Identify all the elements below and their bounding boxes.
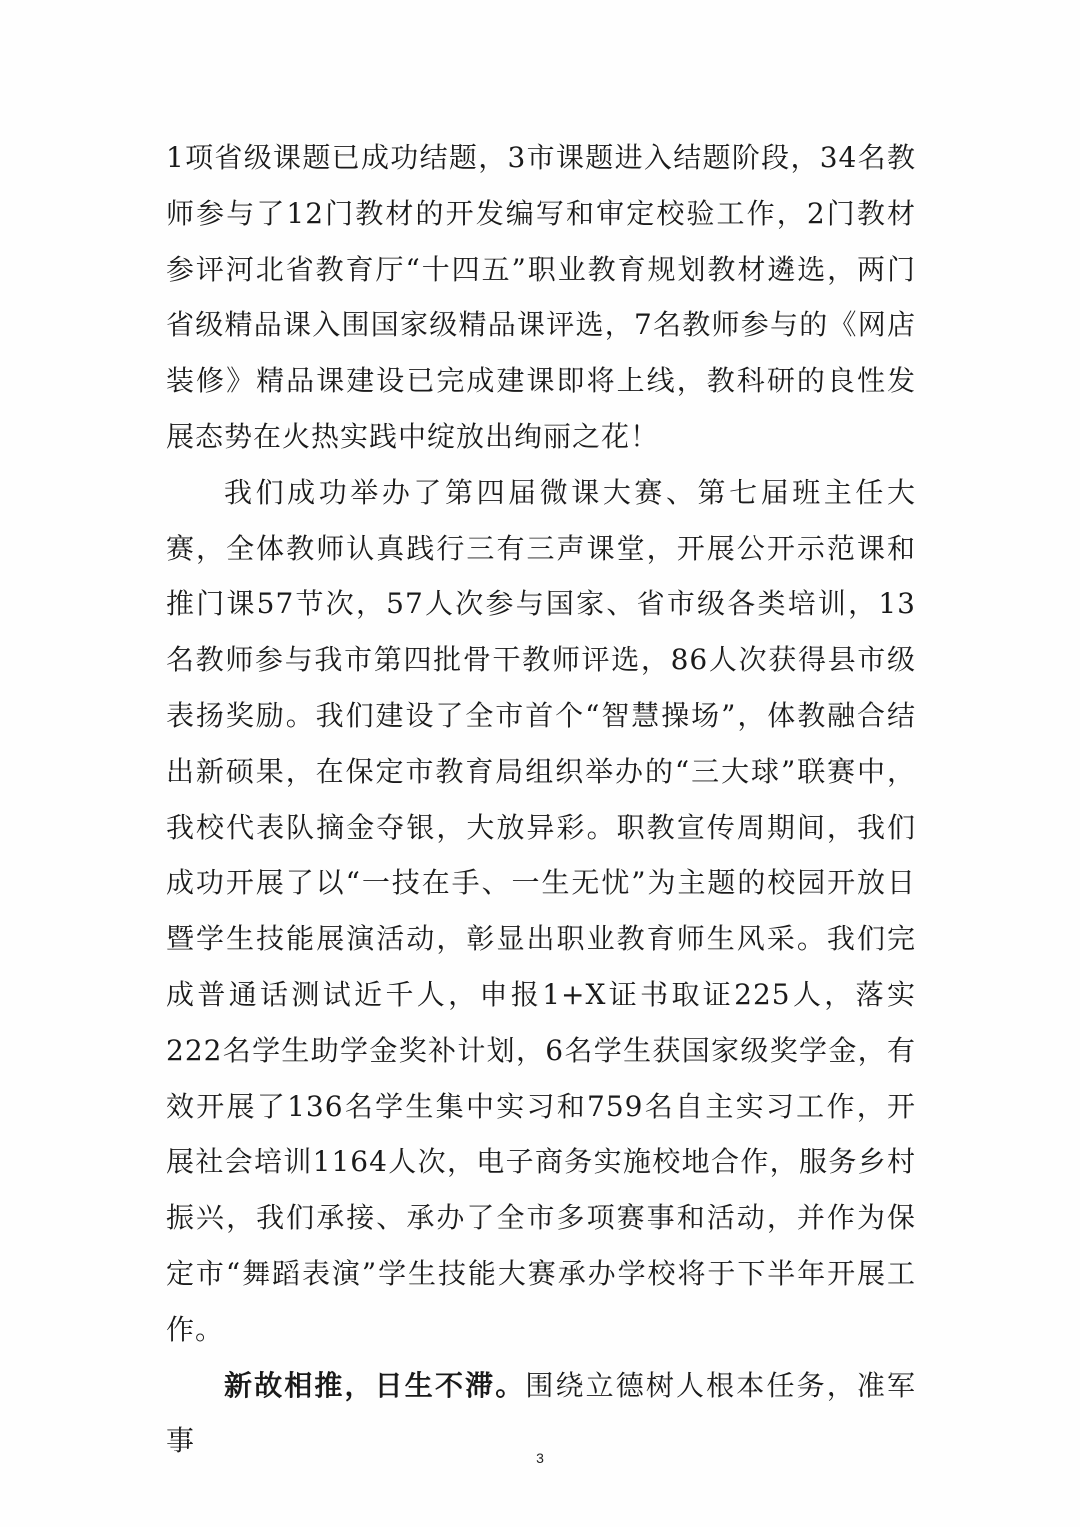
paragraph-body: 围绕立德树人根本任务，准军事 <box>166 1368 916 1458</box>
body-text <box>166 130 916 1469</box>
page-number: 3 <box>536 1450 544 1466</box>
paragraph-achievements: 我们成功举办了第四届微课大赛、第七届班主任大赛，全体教师认真践行三有三声课堂，开展公开示范课和推门课57节次，57人次参与国家、省市级各类培训，13名教师参与我市第四批骨干教师评选，86人次获得县市级表扬奖励。我们建设了全市首个“智慧操场”，体教融合结出新硕果，在保定市教育局组织举办的“三大球”联赛中，我校代表队摘金夺银，大放异彩。职教宣传周期间，我们成功开展了以“一技在手、一生无忧”为主题的校园开放日暨学生技能展演活动，彰显出职业教育师生风采。我们完成普通话测试近千人，申报1+X证书取证225人，落实222名学生助学金奖补计划，6名学生获国家级奖学金，有效开展了136名学生集中实习和759名自主实习工作，开展社会培训1164人次，电子商务实施校地合作，服务乡村振兴，我们承接、承办了全市多项赛事和活动，并作为保定市“舞蹈表演”学生技能大赛承办学校将于下半年开展工作。 <box>166 475 916 1346</box>
paragraph-lead-bold: 新故相推，日生不滞。 <box>224 1368 526 1402</box>
paragraph-continued: 1项省级课题已成功结题，3市课题进入结题阶段，34名教师参与了12门教材的开发编写和审定校验工作，2门教材参评河北省教育厅“十四五”职业教育规划教材遴选，两门省级精品课入围国家级精品课评选，7名教师参与的《网店装修》精品课建设已完成建课即将上线，教科研的良性发展态势在火热实践中绽放出绚丽之花！ <box>166 141 916 453</box>
